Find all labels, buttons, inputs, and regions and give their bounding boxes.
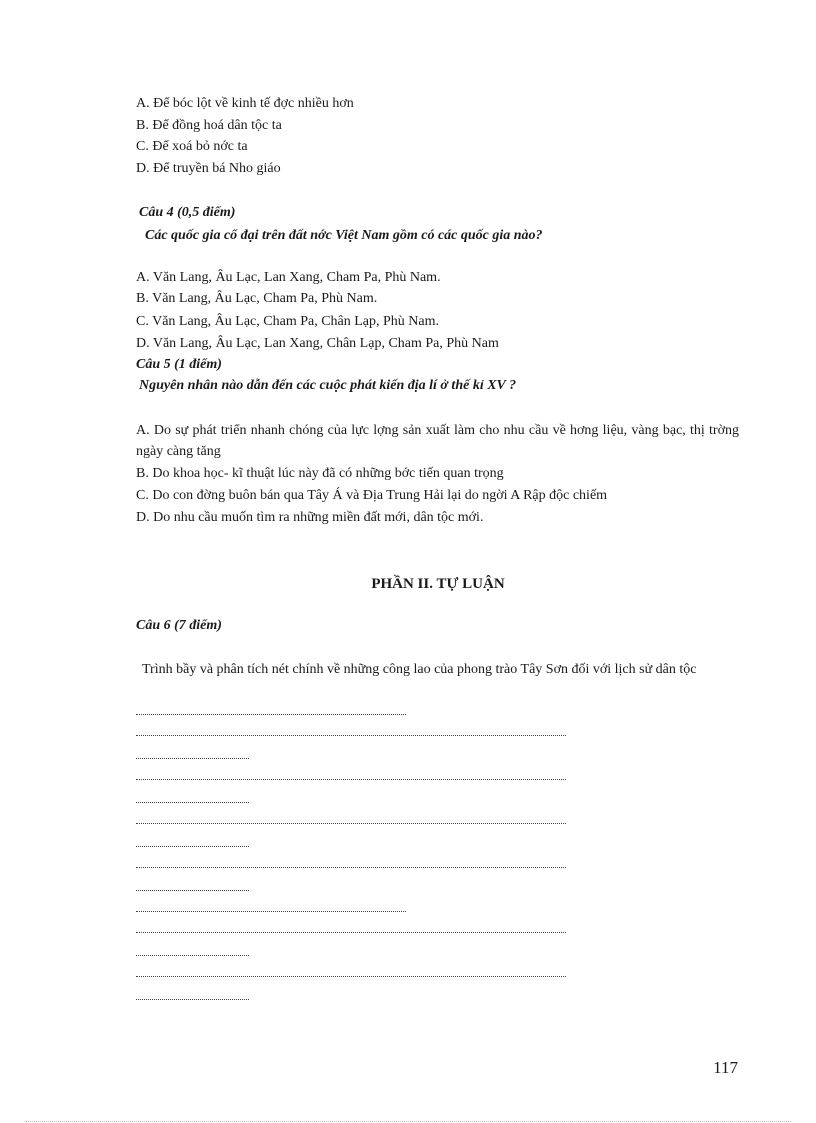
answer-line[interactable]: [136, 955, 249, 958]
answer-line[interactable]: [136, 999, 249, 1002]
q5-heading: Câu 5 (1 điểm): [136, 357, 222, 372]
q5-option-c: C. Do con đờng buôn bán qua Tây Á và Địa Trung Hải lại do ngời A Rập độc chiếm: [136, 488, 608, 503]
bottom-divider: [25, 1121, 791, 1122]
section-title: PHẦN II. TỰ LUẬN: [371, 576, 505, 592]
answer-line[interactable]: [136, 758, 249, 761]
q3-option-d: D. Để truyền bá Nho giáo: [136, 161, 281, 176]
q5-option-b: B. Do khoa học- kĩ thuật lúc này đã có những bớc tiến quan trọng: [136, 466, 504, 481]
answer-line[interactable]: [136, 890, 249, 893]
answer-line[interactable]: [136, 867, 566, 870]
answer-line[interactable]: [136, 911, 406, 914]
answer-line[interactable]: [136, 823, 566, 826]
q3-option-c: C. Để xoá bỏ nớc ta: [136, 139, 248, 154]
answer-line[interactable]: [136, 932, 566, 935]
q4-option-b: B. Văn Lang, Âu Lạc, Cham Pa, Phù Nam.: [136, 291, 378, 306]
q5-option-a: A. Do sự phát triển nhanh chóng của lực lợng sản xuất làm cho nhu cầu về hơng liệu, vàng bạc, thị trờng ngày càng tăng: [136, 423, 739, 459]
q5-option-d: D. Do nhu cầu muốn tìm ra những miền đất mới, dân tộc mới.: [136, 510, 484, 525]
q4-heading: Câu 4 (0,5 điểm): [139, 205, 236, 220]
answer-line[interactable]: [136, 779, 566, 782]
q4-question: Các quốc gia cổ đại trên đất nớc Việt Nam gồm có các quốc gia nào?: [145, 228, 543, 243]
q6-heading: Câu 6 (7 điểm): [136, 618, 222, 633]
page-number: 117: [713, 1058, 738, 1077]
answer-line[interactable]: [136, 802, 249, 805]
q4-option-a: A. Văn Lang, Âu Lạc, Lan Xang, Cham Pa, Phù Nam.: [136, 270, 441, 285]
q4-option-d: D. Văn Lang, Âu Lạc, Lan Xang, Chân Lạp, Cham Pa, Phù Nam: [136, 336, 499, 351]
answer-line[interactable]: [136, 714, 406, 717]
q3-option-a: A. Để bóc lột về kinh tế đợc nhiều hơn: [136, 96, 354, 111]
answer-line[interactable]: [136, 735, 566, 738]
q5-question: Nguyên nhân nào dẫn đến các cuộc phát kiến địa lí ở thế kỉ XV ?: [139, 378, 517, 393]
answer-line[interactable]: [136, 976, 566, 979]
q6-prompt: Trình bầy và phân tích nét chính về những công lao của phong trào Tây Sơn đối với lịch sử dân tộc: [142, 662, 697, 677]
q3-option-b: B. Để đồng hoá dân tộc ta: [136, 118, 282, 133]
q4-option-c: C. Văn Lang, Âu Lạc, Cham Pa, Chân Lạp, Phù Nam.: [136, 314, 440, 329]
answer-line[interactable]: [136, 846, 249, 849]
